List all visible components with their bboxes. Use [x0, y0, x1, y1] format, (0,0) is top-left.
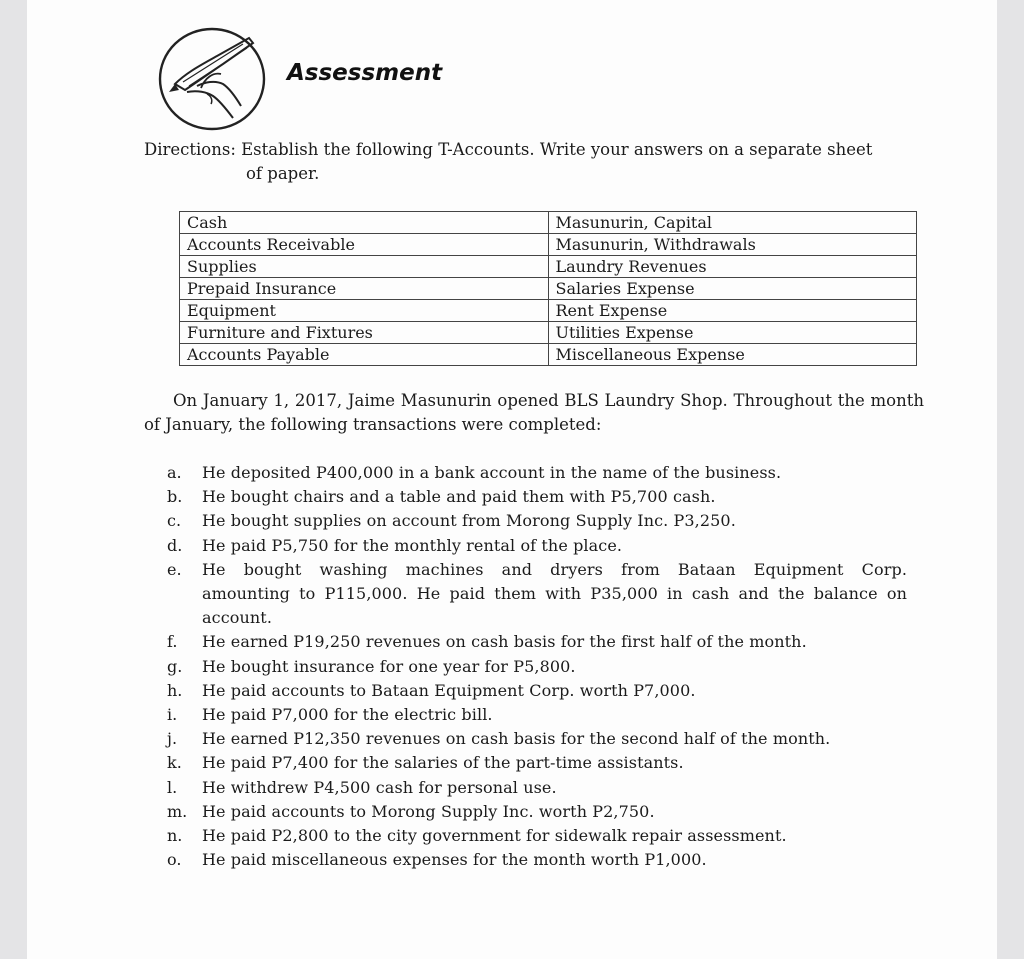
account-name-left: Supplies: [180, 256, 549, 278]
transaction-text: He bought chairs and a table and paid them with P5,700 cash.: [202, 487, 716, 507]
account-name-right: Laundry Revenues: [548, 256, 917, 278]
transaction-text: He bought insurance for one year for P5,800.: [202, 656, 576, 676]
list-item: [167, 703, 907, 727]
table-row: [180, 256, 917, 278]
t-accounts-table: [179, 211, 917, 366]
directions-line-1: Directions: Establish the following T-Accounts. Write your answers on a separate sheet: [144, 140, 873, 159]
account-name-right: Masunurin, Capital: [548, 212, 917, 234]
list-item: [167, 558, 907, 631]
transaction-text: He paid P5,750 for the monthly rental of the place.: [202, 535, 623, 555]
list-item: [167, 630, 907, 654]
transaction-text: He bought washing machines and dryers from Bataan Equipment Corp. amounting to P115,000. He paid them with P35,000 in cash and the balance on account.: [202, 559, 907, 628]
transaction-text: He earned P12,350 revenues on cash basis for the second half of the month.: [202, 729, 831, 749]
list-item: [167, 776, 907, 800]
table-row: [180, 300, 917, 322]
table-row: [180, 234, 917, 256]
transaction-letter: i.: [167, 705, 178, 725]
table-row: [180, 212, 917, 234]
transaction-letter: g.: [167, 656, 183, 676]
transaction-text: He deposited P400,000 in a bank account in the name of the business.: [202, 463, 782, 482]
transaction-text: He paid P7,400 for the salaries of the part-time assistants.: [202, 753, 684, 773]
account-name-right: Masunurin, Withdrawals: [548, 234, 917, 256]
list-item: [167, 800, 907, 824]
transaction-text: He withdrew P4,500 cash for personal use.: [202, 777, 557, 797]
intro-paragraph: On January 1, 2017, Jaime Masunurin opened BLS Laundry Shop. Throughout the month of January, the following transactions were completed:: [144, 391, 924, 434]
account-name-right: Utilities Expense: [548, 322, 917, 344]
directions-text: [144, 138, 924, 186]
transaction-text: He earned P19,250 revenues on cash basis for the first half of the month.: [202, 632, 807, 652]
transaction-letter: e.: [167, 559, 182, 579]
transaction-letter: d.: [167, 535, 183, 555]
transaction-letter: a.: [167, 463, 182, 482]
transaction-letter: k.: [167, 753, 182, 773]
account-name-left: Accounts Receivable: [180, 234, 549, 256]
table-row: [180, 278, 917, 300]
account-name-right: Miscellaneous Expense: [548, 344, 917, 366]
account-name-left: Furniture and Fixtures: [180, 322, 549, 344]
account-name-left: Cash: [180, 212, 549, 234]
list-item: [167, 509, 907, 533]
transaction-text: He bought supplies on account from Morong Supply Inc. P3,250.: [202, 511, 736, 531]
transaction-text: He paid P7,000 for the electric bill.: [202, 705, 493, 725]
page-title: Assessment: [287, 60, 443, 86]
transaction-letter: f.: [167, 632, 178, 652]
account-name-left: Equipment: [180, 300, 549, 322]
pen-writing-hand-icon: [157, 26, 267, 132]
account-name-right: Rent Expense: [548, 300, 917, 322]
list-item: [167, 485, 907, 509]
transaction-text: He paid P2,800 to the city government for sidewalk repair assessment.: [202, 826, 787, 846]
transaction-letter: o.: [167, 850, 182, 870]
list-item: [167, 461, 907, 485]
transaction-letter: l.: [167, 777, 178, 797]
list-item: [167, 655, 907, 679]
table-row: [180, 322, 917, 344]
account-name-left: Prepaid Insurance: [180, 278, 549, 300]
list-item: [167, 848, 907, 872]
account-name-left: Accounts Payable: [180, 344, 549, 366]
list-item: [167, 679, 907, 703]
transaction-text: He paid miscellaneous expenses for the month worth P1,000.: [202, 850, 707, 870]
document-page: [27, 0, 997, 959]
list-item: [167, 751, 907, 775]
transaction-letter: c.: [167, 511, 182, 531]
transaction-letter: b.: [167, 487, 183, 507]
transaction-letter: m.: [167, 801, 188, 821]
transaction-list: [167, 461, 907, 872]
transaction-text: He paid accounts to Morong Supply Inc. worth P2,750.: [202, 801, 655, 821]
account-name-right: Salaries Expense: [548, 278, 917, 300]
list-item: [167, 534, 907, 558]
transaction-letter: j.: [167, 729, 178, 749]
transaction-letter: n.: [167, 826, 183, 846]
directions-line-2: of paper.: [246, 164, 320, 183]
list-item: [167, 824, 907, 848]
transaction-letter: h.: [167, 680, 183, 700]
transaction-text: He paid accounts to Bataan Equipment Corp. worth P7,000.: [202, 680, 696, 700]
list-item: [167, 727, 907, 751]
table-row: [180, 344, 917, 366]
